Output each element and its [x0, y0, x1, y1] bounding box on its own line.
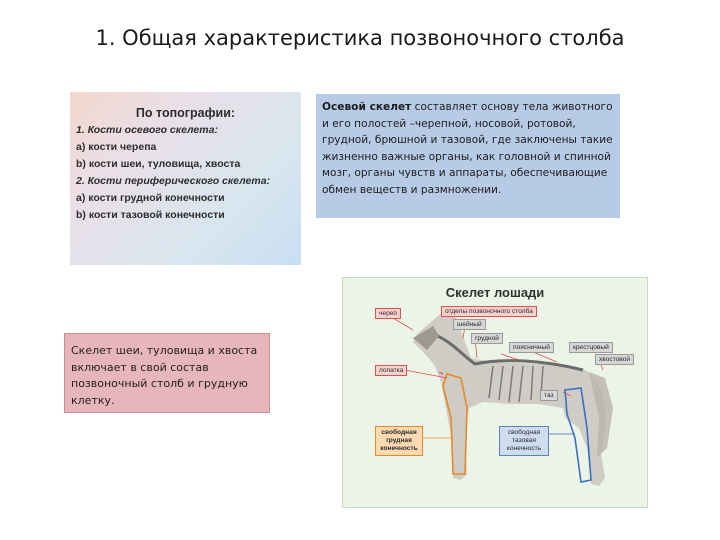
label-pelvis: таз: [540, 390, 558, 401]
slide-title: 1. Общая характеристика позвоночного столба: [95, 26, 625, 50]
topography-line: b) кости шеи, туловища, хвоста: [76, 158, 241, 170]
label-sacral: крестцовый: [569, 342, 613, 353]
horse-skeleton-figure: [342, 277, 648, 508]
topography-heading: По топографии:: [135, 106, 236, 120]
axial-skeleton-box: [316, 94, 620, 218]
label-cervical: шейный: [453, 319, 486, 330]
label-spine-sections: отделы позвоночного столба: [441, 306, 537, 317]
label-free-thoracic-limb: свободная грудная конечность: [375, 426, 423, 456]
label-thoracic: грудной: [471, 333, 503, 344]
topography-line: 1. Кости осевого скелета:: [76, 124, 218, 136]
horse-figure-title: Скелет лошади: [445, 285, 545, 300]
neck-trunk-note-text: Скелет шеи, туловища и хвоста включает в свой состав позвоночный столб и грудную клетку.: [71, 344, 258, 407]
label-scapula: лопатка: [375, 365, 407, 376]
label-free-pelvic-limb: свободная тазовая конечность: [499, 426, 549, 456]
topography-line: a) кости грудной конечности: [76, 192, 225, 204]
topography-line: b) кости тазовой конечности: [76, 209, 225, 221]
topography-line: 2. Кости периферического скелета:: [76, 175, 271, 187]
axial-text: составляет основу тела животного и его полостей –черепной, носовой, ротовой, грудной, брюшной и тазовой, где заключены такие жизненно важные органы, как головной и спинной мозг, органы чувств и аппараты, обеспечивающие обмен веществ и размножении.: [322, 101, 613, 196]
axial-term: Осевой скелет: [322, 101, 412, 113]
label-caudal: хвостовой: [595, 354, 634, 365]
label-lumbar: поясничный: [509, 342, 554, 353]
neck-trunk-note: [64, 333, 270, 413]
topography-box: [70, 92, 301, 265]
topography-line: a) кости черепа: [76, 141, 157, 153]
label-skull: череп: [375, 308, 401, 319]
